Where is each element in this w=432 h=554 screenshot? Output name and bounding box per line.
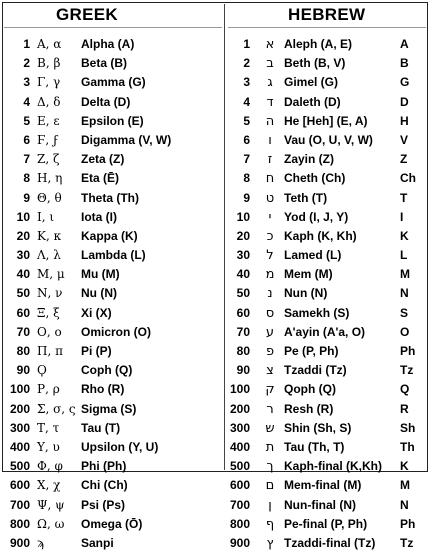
greek-numeral-value: 2 [23, 56, 30, 71]
hebrew-letter-name: Daleth (D) [284, 94, 341, 109]
hebrew-numeral-value: 5 [243, 113, 250, 128]
greek-letter-name: Tau (T) [81, 420, 121, 435]
hebrew-transliteration: L [400, 248, 408, 263]
greek-numeral-value: 8 [23, 171, 30, 186]
greek-letter-glyph: Σ, σ, ς [37, 401, 76, 416]
hebrew-letter-glyph: ד [266, 94, 274, 110]
hebrew-letter-name: Shin (Sh, S) [284, 420, 352, 435]
hebrew-transliteration: Tz [400, 535, 414, 550]
greek-letter-name: Gamma (G) [81, 75, 146, 90]
hebrew-letter-glyph: ר [266, 401, 274, 417]
greek-letter-name: Omega (Ō) [81, 516, 143, 531]
greek-letter-glyph: Ω, ω [37, 516, 65, 531]
hebrew-transliteration: Z [400, 152, 408, 167]
hebrew-letter-name: Cheth (Ch) [284, 171, 346, 186]
hebrew-transliteration: K [400, 228, 409, 243]
greek-letter-name: Pi (P) [81, 344, 112, 358]
hebrew-letter-name: Pe-final (P, Ph) [284, 516, 368, 531]
hebrew-letter-name: Pe (P, Ph) [284, 344, 339, 358]
hebrew-numeral-value: 8 [243, 171, 250, 186]
hebrew-letter-glyph: פ [265, 344, 275, 359]
hebrew-letter-name: Aleph (A, E) [284, 37, 352, 51]
greek-numeral-value: 3 [23, 75, 30, 90]
hebrew-letter-name: He [Heh] (E, A) [284, 113, 368, 128]
hebrew-transliteration: T [400, 190, 408, 205]
hebrew-letter-name: Mem (M) [284, 267, 333, 282]
greek-numeral-value: 7 [23, 152, 30, 167]
hebrew-transliteration: R [400, 401, 409, 416]
hebrew-letter-name: Tzaddi-final (Tz) [284, 535, 376, 550]
hebrew-transliteration: Sh [400, 420, 416, 435]
greek-letter-glyph: ϡ [37, 535, 44, 550]
hebrew-numeral-value: 6 [243, 132, 250, 147]
hebrew-letter-glyph: א [265, 37, 275, 52]
hebrew-transliteration: M [400, 478, 410, 493]
hebrew-letter-name: Beth (B, V) [284, 56, 346, 71]
greek-letter-name: Iota (I) [81, 209, 117, 224]
greek-letter-glyph: Ϙ [37, 363, 47, 378]
hebrew-numeral-value: 4 [243, 94, 250, 109]
greek-letter-name: Delta (D) [81, 94, 131, 109]
hebrew-transliteration: Ph [400, 516, 416, 531]
greek-letter-name: Beta (B) [81, 56, 128, 71]
hebrew-letter-glyph: ג [267, 75, 273, 91]
hebrew-transliteration: Ch [400, 171, 416, 186]
hebrew-letter-glyph: מ [265, 267, 275, 283]
hebrew-numeral-value: 20 [236, 228, 250, 243]
hebrew-letter-glyph: ע [265, 324, 275, 340]
greek-numeral-value: 1 [23, 37, 30, 51]
greek-letter-glyph: Ψ, ψ [37, 497, 65, 512]
greek-letter-glyph: Δ, δ [37, 94, 61, 109]
hebrew-transliteration: V [400, 132, 409, 147]
hebrew-letter-glyph: נ [267, 286, 273, 302]
greek-letter-glyph: Ε, ε [37, 113, 60, 128]
hebrew-numeral-value: 100 [230, 382, 251, 397]
hebrew-numeral-value: 1 [243, 37, 250, 51]
greek-letter-name: Sigma (S) [81, 401, 137, 416]
hebrew-letter-name: Qoph (Q) [284, 382, 336, 397]
greek-numeral-value: 60 [16, 305, 30, 320]
hebrew-transliteration: G [400, 75, 410, 90]
greek-letter-name: Lambda (L) [81, 248, 146, 263]
hebrew-letter-glyph: ם [265, 478, 275, 494]
greek-letter-glyph: Λ, λ [37, 248, 61, 263]
greek-letter-name: Rho (R) [81, 382, 125, 397]
hebrew-numeral-value: 40 [236, 267, 250, 282]
hebrew-numeral-value: 90 [236, 363, 250, 378]
greek-letter-glyph: Υ, υ [37, 439, 60, 454]
hebrew-letter-glyph: ץ [266, 535, 274, 551]
hebrew-letter-glyph: ל [266, 248, 274, 264]
greek-letter-glyph: Β, β [37, 56, 61, 71]
hebrew-letter-name: Teth (T) [284, 190, 328, 205]
hebrew-letter-glyph: ק [265, 382, 275, 398]
hebrew-numeral-value: 300 [230, 420, 251, 435]
greek-letter-glyph: Ξ, ξ [37, 305, 60, 320]
greek-letter-name: Psi (Ps) [81, 497, 126, 512]
hebrew-transliteration: D [400, 94, 409, 109]
hebrew-letter-glyph: ס [265, 305, 275, 321]
hebrew-letter-name: Tau (Th, T) [284, 439, 345, 454]
hebrew-header: HEBREW [288, 5, 366, 24]
hebrew-letter-glyph: ה [265, 113, 275, 129]
hebrew-numeral-value: 7 [243, 152, 250, 167]
hebrew-letter-glyph: ו [268, 132, 272, 148]
greek-letter-glyph: Α, α [37, 37, 62, 51]
greek-numeral-value: 40 [16, 267, 30, 282]
greek-letter-glyph: Κ, κ [37, 228, 62, 243]
greek-letter-name: Kappa (K) [81, 228, 138, 243]
hebrew-numeral-value: 70 [236, 324, 250, 339]
hebrew-letter-glyph: ת [265, 439, 275, 455]
hebrew-transliteration: N [400, 286, 409, 301]
greek-letter-glyph: Ϝ, ϝ [37, 132, 59, 147]
greek-letter-name: Sanpi [81, 535, 114, 550]
hebrew-numeral-value: 200 [230, 401, 251, 416]
hebrew-letter-glyph: צ [266, 363, 274, 379]
hebrew-letter-name: Yod (I, J, Y) [284, 209, 349, 224]
hebrew-transliteration: Ph [400, 344, 416, 358]
hebrew-letter-name: Resh (R) [284, 401, 334, 416]
greek-numeral-value: 80 [16, 344, 30, 358]
greek-letter-name: Coph (Q) [81, 363, 133, 378]
greek-letter-glyph: Ν, ν [37, 286, 63, 301]
hebrew-letter-name: Vau (O, U, V, W) [284, 132, 373, 147]
hebrew-letter-name: A'ayin (A'a, O) [284, 324, 366, 339]
hebrew-numeral-value: 50 [236, 286, 250, 301]
hebrew-numeral-value: 800 [230, 516, 251, 531]
greek-letter-glyph: Ο, ο [37, 324, 62, 339]
greek-numeral-value: 900 [9, 535, 30, 550]
greek-letter-name: Digamma (V, W) [81, 132, 172, 147]
hebrew-letter-glyph: ן [268, 497, 272, 513]
greek-numeral-value: 30 [16, 248, 30, 263]
hebrew-transliteration: Q [400, 382, 410, 397]
greek-letter-name: Epsilon (E) [81, 113, 144, 128]
hebrew-numeral-value: 400 [230, 439, 251, 454]
hebrew-numeral-value: 30 [236, 248, 250, 263]
greek-letter-name: Eta (Ē) [81, 171, 120, 186]
greek-letter-glyph: Μ, μ [37, 267, 65, 282]
hebrew-transliteration: H [400, 113, 409, 128]
hebrew-transliteration: K [400, 459, 409, 474]
hebrew-transliteration: S [400, 305, 409, 320]
hebrew-letter-glyph: ש [265, 420, 275, 436]
hebrew-letter-name: Kaph (K, Kh) [284, 228, 357, 243]
hebrew-header-rule [228, 27, 426, 28]
greek-numeral-value: 10 [16, 209, 30, 224]
hebrew-letter-name: Zayin (Z) [284, 152, 334, 167]
greek-letter-glyph: Φ, φ [37, 459, 63, 474]
greek-numeral-value: 50 [16, 286, 30, 301]
hebrew-transliteration: O [400, 324, 410, 339]
hebrew-letter-glyph: ט [265, 190, 275, 206]
hebrew-numeral-value: 700 [230, 497, 251, 512]
hebrew-letter-name: Mem-final (M) [284, 478, 362, 493]
hebrew-transliteration: M [400, 267, 410, 282]
hebrew-letter-glyph: ז [267, 152, 273, 168]
hebrew-letter-name: Nun (N) [284, 286, 328, 301]
greek-letter-name: Chi (Ch) [81, 478, 128, 493]
hebrew-numeral-value: 600 [230, 478, 251, 493]
greek-letter-glyph: Τ, τ [37, 420, 60, 435]
hebrew-letter-name: Tzaddi (Tz) [284, 363, 347, 378]
hebrew-letter-glyph: ך [266, 459, 274, 475]
hebrew-numeral-value: 9 [243, 190, 250, 205]
greek-numeral-value: 200 [9, 401, 30, 416]
greek-numeral-value: 5 [23, 113, 30, 128]
greek-numeral-value: 400 [9, 439, 30, 454]
greek-letter-glyph: Θ, θ [37, 190, 62, 205]
hebrew-numeral-value: 80 [236, 344, 250, 358]
greek-letter-glyph: Π, π [37, 344, 63, 358]
greek-letter-name: Xi (X) [81, 305, 112, 320]
hebrew-letter-glyph: כ [266, 228, 274, 244]
greek-numeral-value: 70 [16, 324, 30, 339]
greek-letter-name: Omicron (O) [81, 324, 152, 339]
greek-letter-name: Phi (Ph) [81, 459, 127, 474]
hebrew-letter-name: Gimel (G) [284, 75, 339, 90]
greek-numeral-value: 300 [9, 420, 30, 435]
hebrew-transliteration: I [400, 209, 404, 224]
greek-numeral-value: 600 [9, 478, 30, 493]
hebrew-transliteration: Th [400, 439, 415, 454]
hebrew-numeral-value: 10 [236, 209, 250, 224]
greek-numeral-value: 90 [16, 363, 30, 378]
hebrew-letter-glyph: ב [266, 56, 274, 72]
greek-numeral-value: 4 [23, 94, 30, 109]
greek-numeral-value: 100 [9, 382, 30, 397]
greek-numeral-value: 20 [16, 228, 30, 243]
hebrew-letter-name: Samekh (S) [284, 305, 350, 320]
greek-letter-name: Alpha (A) [81, 37, 135, 51]
greek-letter-glyph: Ι, ι [37, 209, 55, 224]
hebrew-transliteration: B [400, 56, 409, 71]
greek-letter-glyph: Γ, γ [37, 75, 61, 90]
greek-letter-glyph: Η, η [37, 171, 63, 186]
hebrew-transliteration: A [400, 37, 409, 51]
greek-numeral-value: 9 [23, 190, 30, 205]
column-divider [224, 4, 225, 470]
greek-header: GREEK [56, 5, 118, 24]
hebrew-numeral-value: 900 [230, 535, 251, 550]
hebrew-letter-glyph: י [268, 209, 272, 225]
greek-numeral-value: 800 [9, 516, 30, 531]
greek-letter-name: Upsilon (Y, U) [81, 439, 159, 454]
hebrew-letter-name: Lamed (L) [284, 248, 342, 263]
hebrew-transliteration: Tz [400, 363, 414, 378]
hebrew-numeral-value: 60 [236, 305, 250, 320]
greek-letter-name: Theta (Th) [81, 190, 139, 205]
greek-numeral-value: 700 [9, 497, 30, 512]
hebrew-numeral-value: 2 [243, 56, 250, 71]
hebrew-transliteration: N [400, 497, 409, 512]
hebrew-letter-glyph: ח [265, 171, 275, 187]
greek-numeral-value: 500 [9, 459, 30, 474]
hebrew-letter-glyph: ף [265, 516, 275, 532]
hebrew-letter-name: Kaph-final (K,Kh) [284, 459, 382, 474]
greek-numeral-value: 6 [23, 132, 30, 147]
greek-letter-glyph: Χ, χ [37, 478, 61, 493]
hebrew-letter-name: Nun-final (N) [284, 497, 356, 512]
hebrew-numeral-value: 3 [243, 75, 250, 90]
greek-letter-glyph: Ζ, ζ [37, 152, 60, 167]
hebrew-numeral-value: 500 [230, 459, 251, 474]
greek-letter-name: Nu (N) [81, 286, 117, 301]
greek-letter-glyph: Ρ, ρ [37, 382, 60, 397]
greek-letter-name: Zeta (Z) [81, 152, 125, 167]
greek-header-rule [4, 27, 222, 28]
greek-letter-name: Mu (M) [81, 267, 120, 282]
